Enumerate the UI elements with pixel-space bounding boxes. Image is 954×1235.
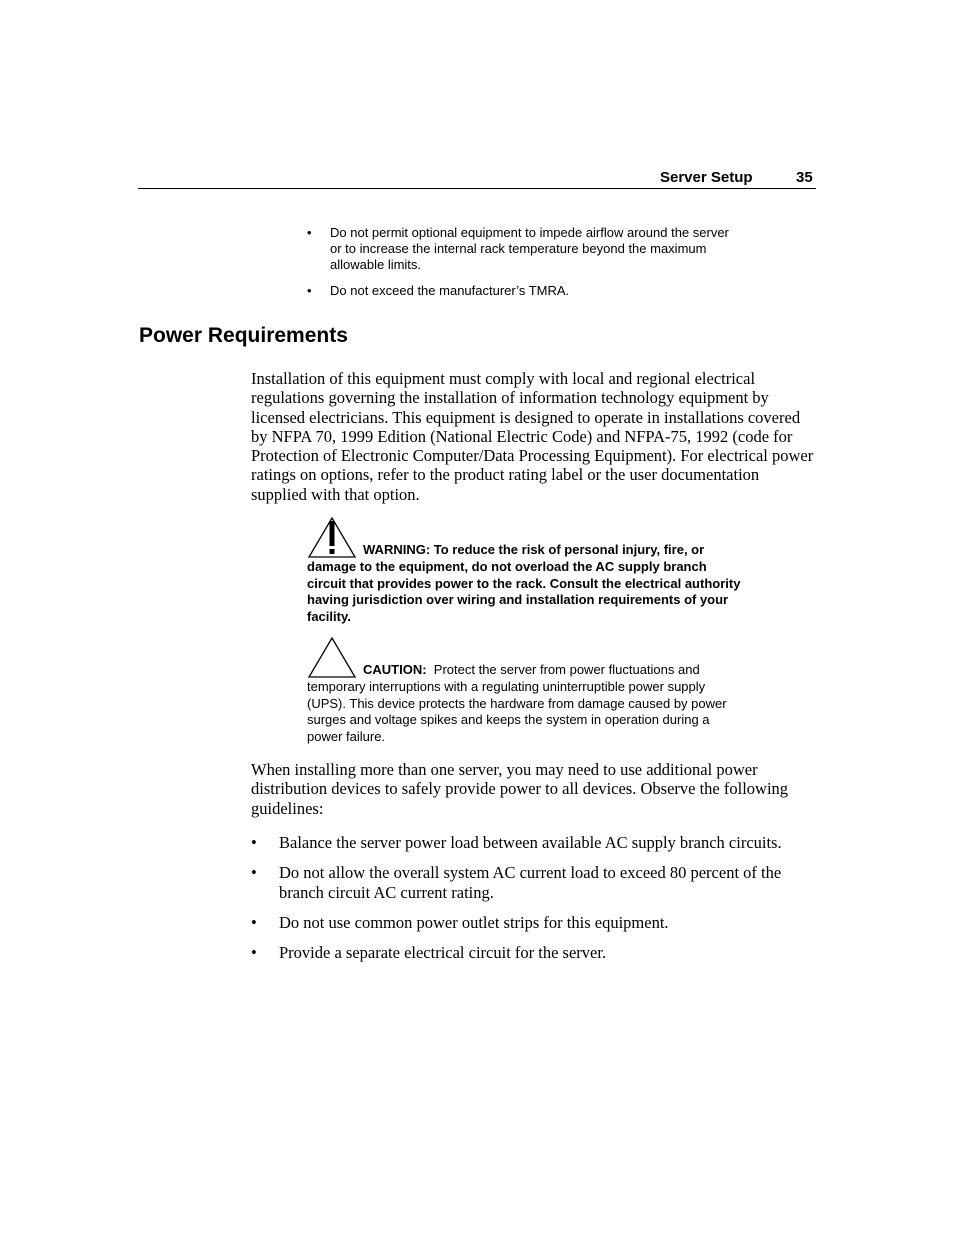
caution-triangle-icon (307, 636, 357, 682)
caution-text: Protect the server from power fluctuations and temporary interruptions with a regulating uninterruptible power supply (UPS). This device protects the hardware from damage caused by power surges and voltage spikes and keeps the system in operation during a power failure. (307, 662, 727, 745)
bullet-icon: • (251, 943, 257, 963)
caution-text-block (307, 636, 747, 746)
intro-paragraph: Installation of this equipment must comply with local and regional electrical regulations governing the installation of information technology equipment by licensed electricians. This equipment is designed to operate in installations covered by NFPA 70, 1999 Edition (National Electric Code) and NFPA-75, 1992 (code for Protection of Electronic Computer/Data Processing Equipment). For electrical power ratings on options, refer to the product rating label or the user documentation supplied with that option. (251, 369, 814, 504)
warning-exclamation-triangle-icon (307, 516, 357, 562)
list-item-text: Do not allow the overall system AC current load to exceed 80 percent of the branch circuit AC current rating. (279, 863, 782, 902)
list-item (251, 833, 817, 852)
guidelines-intro-paragraph: When installing more than one server, you may need to use additional power distribution devices to safely provide power to all devices. Observe the following guidelines: (251, 760, 789, 818)
section-heading: Power Requirements (139, 324, 348, 347)
list-item-text: Do not use common power outlet strips for this equipment. (279, 912, 669, 932)
bullet-icon: • (251, 912, 257, 932)
list-item (251, 943, 817, 962)
bullet-icon: • (251, 833, 257, 852)
warning-notice (307, 516, 747, 626)
list-item-text: Do not permit optional equipment to impede airflow around the server or to increase the internal rack temperature beyond the maximum allowable limits. (330, 225, 729, 272)
bullet-icon: • (251, 863, 257, 883)
list-item (251, 913, 817, 932)
list-item-text: Provide a separate electrical circuit for the server. (279, 943, 607, 963)
list-item (251, 863, 817, 902)
bullet-icon: • (307, 225, 312, 240)
list-item (307, 283, 737, 299)
list-item-text: Do not exceed the manufacturer’s TMRA. (330, 283, 570, 298)
running-header-title: Server Setup (660, 169, 753, 186)
airflow-bullet-list (307, 225, 737, 309)
warning-text: WARNING: To reduce the risk of personal injury, fire, or damage to the equipment, do not overload the AC supply branch circuit that provides power to the rack. Consult the electrical authority having jurisdiction over wiring and installation requirements of your facility. (307, 542, 741, 625)
list-item-text: Balance the server power load between available AC supply branch circuits. (279, 833, 782, 852)
caution-label: CAUTION: (363, 662, 427, 677)
guidelines-list (251, 833, 817, 973)
caution-notice (307, 636, 747, 746)
page-number: 35 (796, 169, 813, 186)
header-rule (138, 188, 816, 189)
list-item (307, 225, 737, 273)
bullet-icon: • (307, 283, 312, 298)
